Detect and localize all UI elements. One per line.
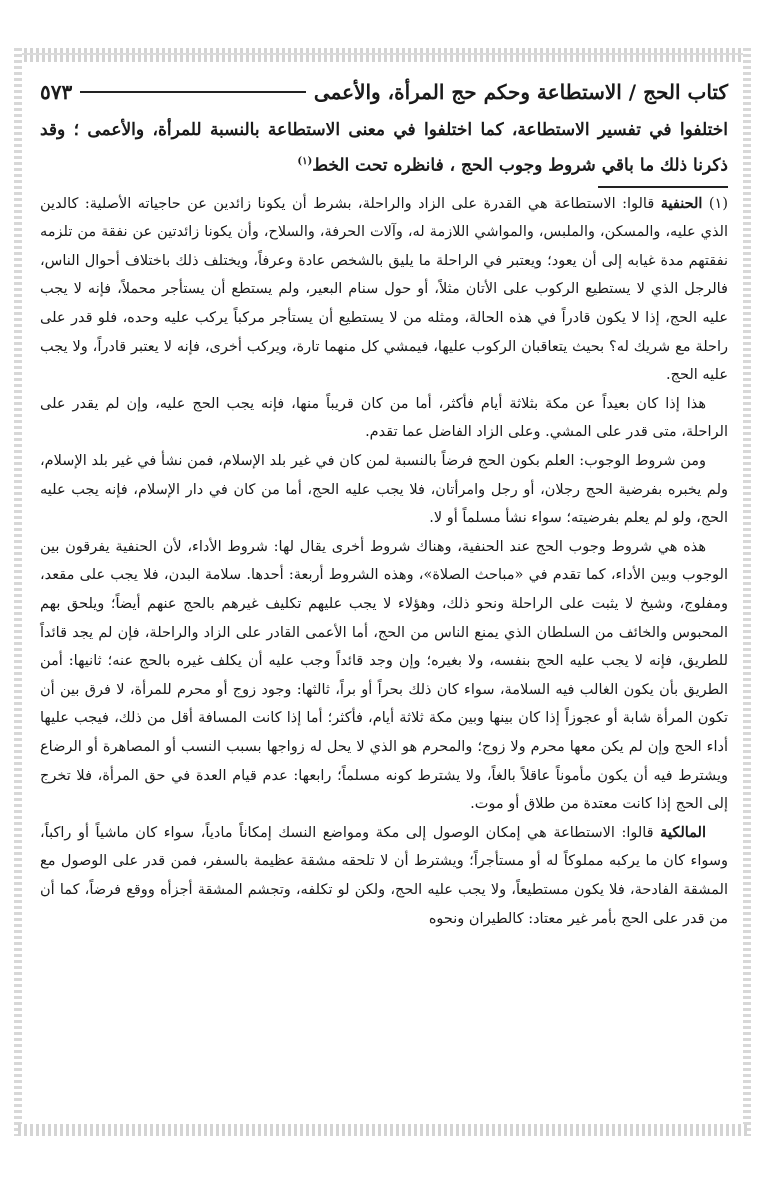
footnote-maliki-text: قالوا: الاستطاعة هي إمكان الوصول إلى مكة ومواضع النسك إمكاناً مادياً، سواء كان ماشياً أو راكباً، وسواء كان ما يركبه مملوكاً له أو مستأجراً؛ ويشترط أن لا تلحقه مشقة عظيمة بالسفر، فمن قدر على الوصول مع المشقة الفادحة، فلا يكون مستطيعاً، ولا يجب عليه الحج، ولكن لو تكلفه، وتجشم المشقة أجزأه ووقع فرضاً، كما أن من قدر على الحج بأمر غير معتاد: كالطيران ونحوه: [40, 824, 728, 927]
footnote-paragraph-4: هذه هي شروط وجوب الحج عند الحنفية، وهناك شروط أخرى يقال لها: شروط الأداء، لأن الحنفية يفرقون بين الوجوب وبين الأداء، كما تقدم في «مباحث الصلاة»، وهذه الشروط أربعة: أحدها. سلامة البدن، فلا يجب على مقعد، ومفلوج، وشيخ لا يثبت على الراحلة ونحو ذلك، وهؤلاء لا يجب عليهم تكليف غيرهم بالحج عنهم أيضاً؛ ويلحق بهم المحبوس والخائف من السلطان الذي يمنع الناس من الحج، أما الأعمى القادر على الزاد والراحلة، فإن لم يجد قائداً للطريق، فإنه لا يجب عليه الحج بنفسه، ولا بغيره؛ وإن وجد قائداً وجب عليه أن يكلف غيره بالحج عنه؛ ثانيها: أمن الطريق بأن يكون الغالب فيه السلامة، سواء كان ذلك بحراً أو براً، ثالثها: وجود زوج أو محرم للمرأة، لا فرق بين أن تكون المرأة شابة أو عجوزاً إذا كان بينها وبين مكة ثلاثة أيام، فأكثر؛ أما إذا كانت المسافة أقل من ذلك، فيجب عليها أداء الحج وإن لم يكن معها محرم ولا زوج؛ والمحرم هو الذي لا يحل له زواجها بسبب النسب أو المصاهرة أو الرضاع ويشترط فيه أن يكون مأموناً عاقلاً بالغاً، ولا يشترط كونه مسلماً؛ رابعها: عدم قيام العدة في حق المرأة، فلا تخرج إلى الحج إذا كانت معتدة من طلاق أو موت.: [40, 538, 728, 813]
page-number: ٥٧٣: [40, 80, 73, 104]
footnote-maliki: [40, 819, 728, 933]
top-ornament-border: [18, 48, 747, 62]
school-name-maliki: المالكية: [660, 823, 706, 841]
footnote-divider: [598, 186, 728, 188]
footnote-hanafi: [40, 190, 728, 390]
footnote-hanafi-text: قالوا: الاستطاعة هي القدرة على الزاد والراحلة، بشرط أن يكونا زائدين عن حاجياته الأصلية: كالدين الذي عليه، والمسكن، والملبس، والمواشي اللازمة له، وآلات الحرفة، والسلاح، وأن يكونا زائدتين عن نفقة من تلزمه نفقتهم مدة غيابه إلى أن يعود؛ ويعتبر في الراحلة ما يليق بالشخص عادة وعرفاً، ويختلف ذلك باختلاف أحوال الناس، فالرجل الذي لا يستطيع الركوب على الأتان مثلاً، أو حول سنام البعير، ولم يستطع أن يستأجر محملاً، فإنه لا يجب عليه الحج، إذا لا يكون قادراً في هذه الحالة، ومثله من لا يستطيع أن يستأجر مركباً يركب عليه وحده، فلو قدر على راحلة مع شريك له؟ بحيث يتعاقبان الركوب عليها، فيمشي كل منهما تارة، ويركب أخرى، فإنه لا يعتبر قادراً، ولا يجب عليه الحج.: [40, 195, 728, 384]
running-header: [40, 74, 728, 110]
bottom-ornament-border: [18, 1124, 747, 1136]
header-title: كتاب الحج / الاستطاعة وحكم حج المرأة، والأعمى: [313, 80, 728, 104]
footnote-number: (١): [708, 195, 728, 212]
left-ornament-border: [14, 48, 22, 1136]
main-text: [40, 114, 728, 182]
footnote-paragraph-2: هذا إذا كان بعيداً عن مكة بثلاثة أيام فأكثر، أما من كان قريباً منها، فإنه يجب الحج عليه، وإن لم يقدر على الراحلة، متى قدر على المشي. وعلى الزاد الفاضل عما تقدم.: [40, 395, 728, 441]
footnote-paragraph-3: ومن شروط الوجوب: العلم بكون الحج فرضاً بالنسبة لمن كان في غير بلد الإسلام، فمن نشأ في غير بلد الإسلام، ولم يخبره بفرضية الحج رجلان، أو رجل وامرأتان، فلا يجب عليه الحج، أما من كان في دار الإسلام، فإنه يجب عليه الحج، ولو لم يعلم بفرضيته؛ سواء نشأ مسلماً أو لا.: [40, 453, 728, 527]
main-paragraph: اختلفوا في تفسير الاستطاعة، كما اختلفوا في معنى الاستطاعة بالنسبة للمرأة، والأعمى ؛ وقد ذكرنا ذلك ما باقي شروط وجوب الحج ، فانظره تحت الخط: [40, 120, 728, 176]
school-name-hanafi: الحنفية: [660, 194, 703, 212]
right-ornament-border: [743, 48, 751, 1136]
footnote-reference: (١): [297, 156, 313, 167]
book-page: [40, 74, 728, 933]
header-rule: [80, 91, 306, 93]
